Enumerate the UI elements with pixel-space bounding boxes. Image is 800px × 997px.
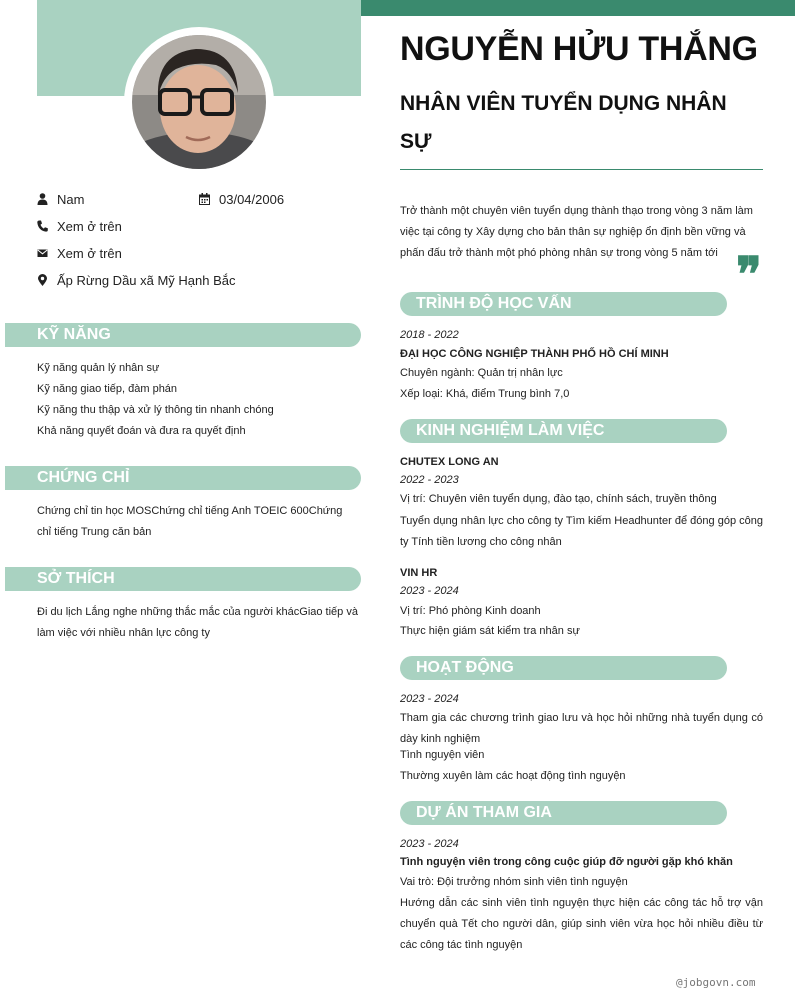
activities-line: Thường xuyên làm các hoạt động tình nguyện bbox=[400, 770, 626, 782]
certificates-text: Chứng chỉ tin học MOSChứng chỉ tiếng Anh TOEIC 600Chứng chỉ tiếng Trung căn bản bbox=[37, 505, 343, 538]
dob-value: 03/04/2006 bbox=[219, 191, 285, 207]
education-school: ĐẠI HỌC CÔNG NGHIỆP THÀNH PHỐ HỒ CHÍ MINH bbox=[400, 348, 669, 360]
skills-list bbox=[37, 358, 359, 442]
dob-row bbox=[199, 190, 284, 208]
project-description: Hướng dẫn các sinh viên tình nguyện thực hiện các công tác hỗ trợ vận chuyển quà Tết cho người dân, giúp sinh viên vừa học hỏi nhiều điều từ các công tác tình nguyện bbox=[400, 897, 763, 951]
career-objective: Trở thành một chuyên viên tuyển dụng thành thạo trong vòng 3 năm làm việc tại công ty Xây dựng cho bản thân sự nghiệp ổn định bền vững và phấn đấu trở thành một phó phòng nhân sự trong vòng 5 năm tới bbox=[400, 205, 753, 259]
envelope-icon bbox=[37, 247, 48, 259]
email-value: Xem ở trên bbox=[57, 245, 122, 261]
projects-title: DỰ ÁN THAM GIA bbox=[416, 804, 552, 821]
certificates-title: CHỨNG CHỈ bbox=[37, 469, 130, 486]
activities-line: Tình nguyện viên bbox=[400, 749, 485, 761]
project-name: Tình nguyện viên trong công cuộc giúp đỡ người gặp khó khăn bbox=[400, 856, 733, 868]
job-description: Thực hiện giám sát kiểm tra nhân sự bbox=[400, 625, 580, 637]
education-major: Chuyên ngành: Quản trị nhân lực bbox=[400, 367, 563, 379]
project-role: Vai trò: Đội trưởng nhóm sinh viên tình nguyện bbox=[400, 876, 628, 888]
email-row bbox=[37, 244, 122, 262]
avatar bbox=[132, 35, 266, 169]
skill-item: Kỹ năng giao tiếp, đàm phán bbox=[37, 383, 178, 395]
phone-row bbox=[37, 217, 122, 235]
experience-title: KINH NGHIỆM LÀM VIỆC bbox=[416, 422, 605, 439]
activities-period: 2023 - 2024 bbox=[400, 693, 459, 705]
gender-row bbox=[37, 190, 84, 208]
job-company: VIN HR bbox=[400, 567, 438, 579]
phone-value: Xem ở trên bbox=[57, 218, 122, 234]
avatar-photo bbox=[132, 35, 266, 169]
job-position: Vị trí: Chuyên viên tuyển dụng, đào tạo, chính sách, truyền thông bbox=[400, 493, 717, 505]
job-title: NHÂN VIÊN TUYỂN DỤNG NHÂN SỰ bbox=[400, 92, 727, 153]
job-company: CHUTEX LONG AN bbox=[400, 456, 499, 468]
title-divider bbox=[400, 169, 763, 170]
quote-icon: ❞ bbox=[736, 247, 762, 303]
hobbies-text: Đi du lịch Lắng nghe những thắc mắc của người khácGiao tiếp và làm việc với nhiều nhân lực công ty bbox=[37, 606, 358, 639]
watermark: @jobgovn.com bbox=[676, 976, 756, 989]
education-period: 2018 - 2022 bbox=[400, 329, 459, 341]
education-title: TRÌNH ĐỘ HỌC VẤN bbox=[416, 295, 572, 312]
gender-value: Nam bbox=[57, 191, 85, 207]
skills-title: KỸ NĂNG bbox=[37, 326, 111, 343]
phone-icon bbox=[37, 220, 48, 232]
job-position: Vị trí: Phó phòng Kinh doanh bbox=[400, 605, 541, 617]
skill-item: Khả năng quyết đoán và đưa ra quyết định bbox=[37, 425, 246, 437]
activities-title: HOẠT ĐỘNG bbox=[416, 659, 514, 676]
calendar-icon bbox=[199, 193, 210, 205]
activities-line: Tham gia các chương trình giao lưu và học hỏi những nhà tuyển dụng có dày kinh nghiệm bbox=[400, 712, 763, 745]
skill-item: Kỹ năng thu thập và xử lý thông tin nhanh chóng bbox=[37, 404, 274, 416]
top-accent-bar bbox=[361, 0, 795, 16]
job-period: 2023 - 2024 bbox=[400, 585, 459, 597]
address-row bbox=[37, 271, 236, 289]
candidate-name: NGUYỄN HỬU THẮNG bbox=[400, 30, 758, 68]
person-icon bbox=[37, 193, 48, 205]
job-period: 2022 - 2023 bbox=[400, 474, 459, 486]
map-pin-icon bbox=[37, 274, 48, 286]
address-value: Ấp Rừng Dầu xã Mỹ Hạnh Bắc bbox=[57, 272, 236, 288]
job-description: Tuyển dụng nhân lực cho công ty Tìm kiếm Headhunter để đóng góp công ty Tính tiền lương cho công nhân bbox=[400, 515, 763, 548]
skill-item: Kỹ năng quản lý nhân sự bbox=[37, 362, 160, 374]
education-grade: Xếp loại: Khá, điểm Trung bình 7,0 bbox=[400, 388, 570, 400]
project-period: 2023 - 2024 bbox=[400, 838, 459, 850]
hobbies-title: SỞ THÍCH bbox=[37, 570, 115, 587]
